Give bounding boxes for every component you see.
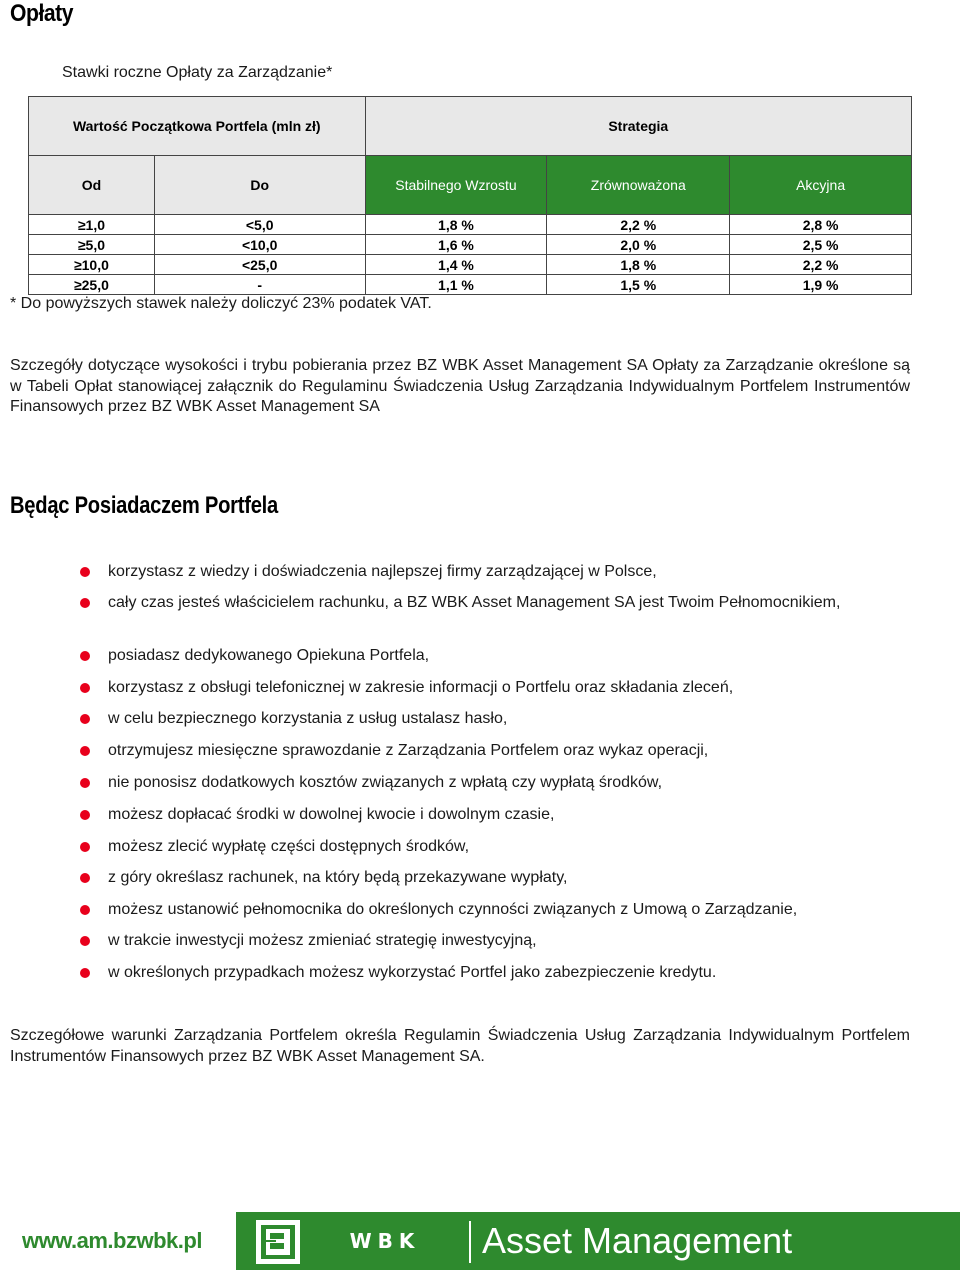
brand-divider (469, 1221, 471, 1263)
svg-text:WBK: WBK (349, 1230, 421, 1252)
vat-footnote: * Do powyższych stawek należy doliczyć 23% podatek VAT. (10, 295, 432, 312)
bzwbk-logo-icon (256, 1220, 300, 1264)
brand-band (236, 1212, 960, 1270)
red-dot-icon (80, 567, 90, 577)
cell-to: <25,0 (154, 255, 365, 275)
cell-equity: 2,5 % (730, 235, 912, 255)
cell-balanced: 1,8 % (547, 255, 730, 275)
cell-from: ≥10,0 (29, 255, 155, 275)
details-paragraph: Szczegóły dotyczące wysokości i trybu pobierania przez BZ WBK Asset Management SA Opłaty za Zarządzanie określone są w Tabeli Opłat stanowiącej załącznik do Regulaminu Świadczenia Usług Zarządzania Indywidualnym Portfelem Instrumentów Finansowych przez BZ WBK Asset Management SA (10, 357, 910, 415)
red-dot-icon (80, 651, 90, 661)
red-dot-icon (80, 810, 90, 820)
header-balanced: Zrównoważona (547, 156, 730, 215)
red-dot-icon (80, 746, 90, 756)
cell-stable: 1,8 % (365, 215, 547, 235)
wbk-logo-icon (322, 1230, 448, 1252)
page-title: Opłaty (10, 0, 74, 27)
header-strategy: Strategia (365, 97, 911, 156)
table-row (29, 215, 912, 235)
list-item: w celu bezpiecznego korzystania z usług ustalasz hasło, (80, 709, 910, 730)
red-dot-icon (80, 598, 90, 608)
cell-from: ≥25,0 (29, 275, 155, 295)
cell-stable: 1,1 % (365, 275, 547, 295)
cell-balanced: 2,0 % (547, 235, 730, 255)
cell-stable: 1,4 % (365, 255, 547, 275)
header-to: Do (154, 156, 365, 215)
closing-paragraph: Szczegółowe warunki Zarządzania Portfelem określa Regulamin Świadczenia Usług Zarządzania Indywidualnym Portfelem Instrumentów Finansowych przez BZ WBK Asset Management SA. (10, 1027, 910, 1065)
header-stable-growth: Stabilnego Wzrostu (365, 156, 547, 215)
cell-balanced: 1,5 % (547, 275, 730, 295)
website-link[interactable]: www.am.bzwbk.pl (22, 1228, 202, 1253)
cell-equity: 2,2 % (730, 255, 912, 275)
cell-from: ≥1,0 (29, 215, 155, 235)
section-title: Będąc Posiadaczem Portfela (10, 492, 278, 519)
red-dot-icon (80, 842, 90, 852)
list-item: możesz dopłacać środki w dowolnej kwocie i dowolnym czasie, (80, 805, 910, 826)
cell-to: - (154, 275, 365, 295)
list-item: możesz zlecić wypłatę części dostępnych środków, (80, 837, 910, 858)
table-row (29, 235, 912, 255)
cell-equity: 1,9 % (730, 275, 912, 295)
red-dot-icon (80, 714, 90, 724)
list-item: możesz ustanowić pełnomocnika do określonych czynności związanych z Umową o Zarządzanie, (80, 900, 910, 921)
red-dot-icon (80, 905, 90, 915)
header-portfolio-value: Wartość Początkowa Portfela (mln zł) (29, 97, 366, 156)
table-header-row-1 (29, 97, 912, 156)
table-caption: Stawki roczne Opłaty za Zarządzanie* (62, 64, 333, 81)
cell-stable: 1,6 % (365, 235, 547, 255)
list-item: w trakcie inwestycji możesz zmieniać strategię inwestycyjną, (80, 931, 910, 952)
footer (0, 1210, 960, 1273)
list-item: korzystasz z wiedzy i doświadczenia najlepszej firmy zarządzającej w Polsce, (80, 562, 910, 583)
red-dot-icon (80, 778, 90, 788)
table-row (29, 275, 912, 295)
list-item: w określonych przypadkach możesz wykorzystać Portfel jako zabezpieczenie kredytu. (80, 963, 910, 984)
table-header-row-2 (29, 156, 912, 215)
header-equity: Akcyjna (730, 156, 912, 215)
brand-name: Asset Management (482, 1220, 793, 1261)
cell-to: <10,0 (154, 235, 365, 255)
red-dot-icon (80, 936, 90, 946)
header-from: Od (29, 156, 155, 215)
table-row (29, 255, 912, 275)
cell-to: <5,0 (154, 215, 365, 235)
list-item: nie ponosisz dodatkowych kosztów związanych z wpłatą czy wypłatą środków, (80, 773, 910, 794)
cell-from: ≥5,0 (29, 235, 155, 255)
list-item: otrzymujesz miesięczne sprawozdanie z Zarządzania Portfelem oraz wykaz operacji, (80, 741, 910, 762)
list-item: korzystasz z obsługi telefonicznej w zakresie informacji o Portfelu oraz składania zleceń, (80, 678, 910, 699)
red-dot-icon (80, 968, 90, 978)
cell-equity: 2,8 % (730, 215, 912, 235)
list-item: z góry określasz rachunek, na który będą przekazywane wypłaty, (80, 868, 910, 889)
fee-table (28, 96, 912, 295)
cell-balanced: 2,2 % (547, 215, 730, 235)
list-item: posiadasz dedykowanego Opiekuna Portfela, (80, 646, 910, 667)
red-dot-icon (80, 683, 90, 693)
list-item: cały czas jesteś właścicielem rachunku, a BZ WBK Asset Management SA jest Twoim Pełnomocnikiem, (80, 593, 910, 614)
red-dot-icon (80, 873, 90, 883)
